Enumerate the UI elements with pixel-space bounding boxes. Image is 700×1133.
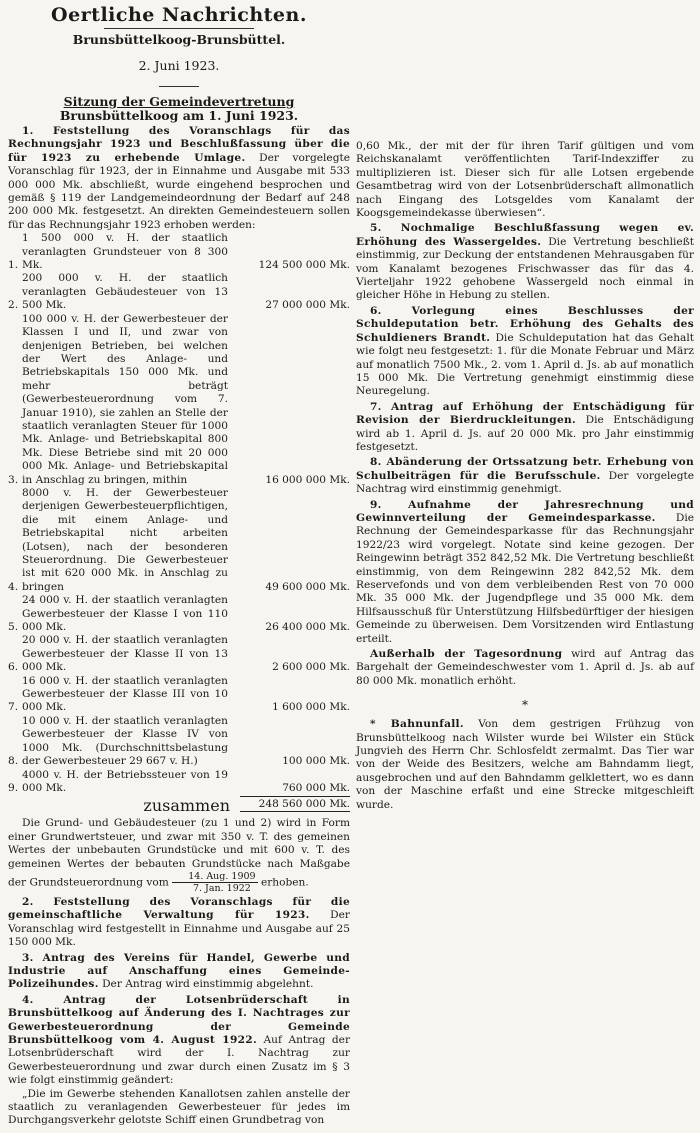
- item-4-heading: 4. Antrag der Lotsenbrüderschaft in Brunsbüttelkoog auf Änderung des I. Nachtrages zur Gewerbesteuerordnung der Gemeinde Brunsbüttelkoog vom 4. August 1922.: [8, 993, 350, 1046]
- tax-row-amount: 16 000 000 Mk.: [265, 473, 350, 486]
- section-title: Oertliche Nachrichten.: [51, 4, 307, 26]
- outside-agenda-text: wird auf Antrag das Bargehalt der Gemeindeschwester vom 1. April d. Js. ab auf 80 000 Mk. monatlich erhöht.: [356, 648, 695, 687]
- item-3-text: Der Antrag wird einstimmig abgelehnt.: [102, 978, 314, 991]
- tax-row-text: 8000 v. H. der Gewerbesteuer derjenigen Gewerbesteuerpflichtigen, die mit einem Anlage- und Betriebskapital nicht arbeiten (Lotsen), nach der besonderen Steuerordnung. Die Gewerbesteuer ist mit 620 000 Mk. in Anschlag zu bringen: [22, 486, 228, 593]
- article-heading-line2: Brunsbüttelkoog am 1. Juni 1923.: [59, 108, 299, 123]
- tax-row: [8, 313, 350, 487]
- grundsteuer-end: erhoben.: [260, 876, 309, 889]
- item-9-paragraph: [356, 499, 694, 646]
- tax-row-number: 5.: [8, 621, 19, 634]
- tax-row-text: 20 000 v. H. der staatlich veranlagten Gewerbesteuer der Klasse II von 13 000 Mk.: [22, 634, 228, 674]
- item-5-paragraph: [356, 222, 694, 302]
- item-1-heading: 1. Feststellung des Voranschlags für das Rechnungsjahr 1923 und Beschlußfassung über die für 1923 zu erhebende Umlage.: [8, 125, 350, 164]
- tax-row: [8, 232, 350, 272]
- item-7-text: Die Entschädigung wird ab 1. April d. Js. auf 20 000 Mk. pro Jahr einstimmig festgesetzt.: [356, 414, 694, 453]
- tax-row-text: 24 000 v. H. der staatlich veranlagten Gewerbesteuer der Klasse I von 110 000 Mk.: [22, 594, 228, 634]
- tax-row-number: 9.: [8, 781, 19, 794]
- item-4-continuation: 0,60 Mk., der mit der für ihren Tarif gültigen und vom Reichskanalamt veröffentlichten Tarif-Indexziffer zu multiplizieren ist. Dieser sich für alle Lotsen ergebende Gesamtbetrag wird von der Lotsenbrüderschaft allmonatlich nach Eingang des Lotsgeldes vom Kanalamt der Koogsgemeindekasse überwiesen“.: [356, 140, 694, 220]
- tax-row-number: 1.: [8, 259, 19, 272]
- tax-row: [8, 715, 350, 769]
- tax-row-text: 16 000 v. H. der staatlich veranlagten Gewerbesteuer der Klasse III von 10 000 Mk.: [22, 674, 228, 714]
- tax-table: [8, 232, 350, 795]
- tax-row: [8, 675, 350, 715]
- tax-row: [8, 594, 350, 634]
- item-3-heading: 3. Antrag des Vereins für Handel, Gewerbe und Industrie auf Anschaffung eines Gemeinde-Polizeihundes.: [8, 951, 350, 991]
- item-5-heading: 5. Nochmalige Beschlußfassung wegen ev. Erhöhung des Wassergeldes.: [356, 222, 694, 248]
- outside-agenda-paragraph: [356, 648, 694, 688]
- tax-row-amount: 27 000 000 Mk.: [265, 299, 350, 312]
- tax-row-amount: 49 600 000 Mk.: [265, 580, 350, 593]
- tax-row: [8, 272, 350, 312]
- title-rule: [104, 28, 254, 29]
- item-6-paragraph: [356, 305, 694, 399]
- right-column: [356, 140, 694, 812]
- tax-total: [8, 796, 350, 815]
- grundsteuer-paragraph: [8, 817, 350, 894]
- item-8-paragraph: [356, 456, 694, 496]
- left-column: [8, 0, 350, 1128]
- tax-row-text: 4000 v. H. der Betriebssteuer von 19 000 Mk.: [22, 768, 228, 794]
- tax-row-text: 10 000 v. H. der staatlich veranlagten Gewerbesteuer der Klasse IV von 1000 Mk. (Durchschnittsbelastung der Gewerbesteuer 29 667 v. H.): [22, 714, 228, 768]
- item-6-heading: 6. Vorlegung eines Beschlusses der Schuldeputation betr. Erhöhung des Gehalts des Schuldieners Brandt.: [356, 304, 694, 344]
- tax-row: [8, 769, 350, 796]
- item-9-text: Die Rechnung der Gemeindesparkasse für das Rechnungsjahr 1922/23 wird vorgelegt. Notate sind keine gezogen. Der Reingewinn beträgt 352 842,52 Mk. Die Vertretung beschließt einstimmig, von dem Reingewinn 282 842,52 Mk. dem Reservefonds und von dem verbleibenden Rest von 70 000 Mk. 35 000 Mk. der Jugendpflege und 35 000 Mk. dem Hilfsausschuß für Unterstützung Hilfsbedürftiger der hiesigen Gemeinde zu überweisen. Dem Vorsitzenden wird Entlastung erteilt.: [356, 511, 694, 645]
- tax-row: [8, 634, 350, 674]
- railway-accident-text: Von dem gestrigen Frühzug von Brunsbüttelkoog nach Wilster wurde bei Wilster ein Stück Jungvieh des Herrn Chr. Schlosfeldt zermalmt. Das Tier war von der Weide des Besitzers, welche am Bahndamm liegt, ausgebrochen und auf den Bahndamm gelklettert, wo es dann von der Maschine erfaßt und eine Strecke mitgeschleift wurde.: [356, 718, 694, 811]
- item-4-text: Auf Antrag der Lotsenbrüderschaft wird der I. Nachtrag zur Gewerbesteuerordnung und zwar durch einen Zusatz im § 3 wie folgt einstimmig geändert:: [8, 1034, 351, 1087]
- section-separator-star: *: [522, 698, 528, 713]
- tax-row-amount: 2 600 000 Mk.: [272, 661, 350, 674]
- item-7-paragraph: [356, 401, 694, 455]
- item-8-heading: 8. Abänderung der Ortssatzung betr. Erhebung von Schulbeiträgen für die Berufsschule.: [356, 456, 694, 482]
- item-2-heading: 2. Feststellung des Voranschlags für die gemeinschaftliche Verwaltung für 1923.: [8, 895, 350, 922]
- railway-accident-paragraph: [356, 718, 694, 812]
- tax-row-text: 100 000 v. H. der Gewerbesteuer der Klassen I und II, und zwar von denjenigen Betrieben, bei welchen der Wert des Anlage- und Betriebskapitals 150 000 Mk. und mehr beträgt (Gewerbesteuerordnung vom 7. Januar 1910), sie zahlen an Stelle der staatlich veranlagten Steuer für 1000 Mk. Anlage- und Betriebskapital 800 Mk. Diese Betriebe sind mit 20 000 000 Mk. Anlage- und Betriebskapital in Anschlag zu bringen, mithin: [22, 312, 228, 486]
- tax-row-amount: 1 600 000 Mk.: [272, 701, 350, 714]
- date-rule: [159, 86, 199, 87]
- tax-total-label: zusammen: [143, 796, 230, 816]
- item-3-paragraph: [8, 952, 350, 992]
- tax-row-number: 4.: [8, 580, 19, 593]
- tax-row: [8, 487, 350, 594]
- tax-row-amount: 100 000 Mk.: [282, 755, 350, 768]
- item-5-text: Die Vertretung beschließt einstimmig, zur Deckung der entstandenen Mehrausgaben für vom Kanalamt bezogenes Frischwasser das für das 4. Vierteljahr 1922 gehobene Wassergeld noch einmal in gleicher Höhe in Hebung zu stellen.: [356, 235, 694, 302]
- tax-row-text: 1 500 000 v. H. der staatlich veranlagten Grundsteuer von 8 300 Mk.: [22, 232, 228, 272]
- item-4-paragraph: [8, 994, 350, 1088]
- railway-accident-heading: * Bahnunfall.: [370, 718, 464, 731]
- tax-row-number: 3.: [8, 473, 19, 486]
- item-9-heading: 9. Aufnahme der Jahresrechnung und Gewinnverteilung der Gemeindesparkasse.: [356, 498, 694, 524]
- section-subtitle: Brunsbüttelkoog-Brunsbüttel.: [72, 32, 286, 47]
- item-6-text: Die Schuldeputation hat das Gehalt wie folgt neu festgesetzt: 1. für die Monate Februar und März auf monatlich 7500 Mk., 2. vom 1. April d. Js. ab auf monatlich 15 000 Mk. Die Vertretung genehmigt einstimmig diese Neuregelung.: [356, 331, 694, 398]
- masthead: [8, 4, 350, 87]
- tax-row-amount: 124 500 000 Mk.: [258, 259, 350, 272]
- article-heading: [8, 95, 350, 123]
- item-8-text: Der vorgelegte Nachtrag wird einstimmig genehmigt.: [356, 469, 694, 496]
- tax-row-number: 8.: [8, 755, 19, 768]
- fraction-denominator: 7. Jan. 1922: [192, 882, 251, 894]
- article-heading-line1: Sitzung der Gemeindevertretung: [63, 94, 295, 109]
- ordinance-date-fraction: [172, 871, 257, 894]
- outside-agenda-heading: Außerhalb der Tagesordnung: [370, 648, 563, 661]
- item-2-text: Der Voranschlag wird festgestellt in Einnahme und Ausgabe auf 25 150 000 Mk.: [8, 909, 350, 949]
- grundsteuer-text: Die Grund- und Gebäudesteuer (zu 1 und 2) wird in Form einer Grundwertsteuer, und zwar mit 350 v. T. des gemeinen Wertes der unbebauten Grundstücke und mit 600 v. T. des gemeinen Wertes der bebauten Grundstücke nach Maßgabe der Grundsteuerordnung vom: [8, 817, 350, 889]
- tax-row-amount: 760 000 Mk.: [282, 781, 350, 794]
- item-7-heading: 7. Antrag auf Erhöhung der Entschädigung für Revision der Bierdruckleitungen.: [356, 400, 694, 427]
- issue-date: 2. Juni 1923.: [138, 58, 220, 73]
- fraction-numerator: 14. Aug. 1909: [172, 871, 257, 883]
- item-2-paragraph: [8, 896, 350, 950]
- item-1-paragraph: [8, 125, 350, 232]
- tax-total-amount: 248 560 000 Mk.: [240, 796, 350, 812]
- tax-row-text: 200 000 v. H. der staatlich veranlagten Gebäudesteuer von 13 500 Mk.: [22, 272, 228, 312]
- tax-row-number: 7.: [8, 701, 19, 714]
- item-1-text: Der vorgelegte Voranschlag für 1923, der in Einnahme und Ausgabe mit 533 000 000 Mk. abschließt, wurde eingehend besprochen und gemäß § 119 der Landgemeindeordnung der Bedarf auf 248 200 000 Mk. festgesetzt. An direkten Gemeindesteuern sollen für das Rechnungsjahr 1923 erhoben werden:: [8, 151, 351, 231]
- tax-row-amount: 26 400 000 Mk.: [265, 621, 350, 634]
- tax-row-number: 6.: [8, 661, 19, 674]
- item-4-quote: „Die im Gewerbe stehenden Kanallotsen zahlen anstelle der staatlich zu veranlagenden Gewerbesteuer für jedes im Durchgangsverkehr gelotste Schiff einen Grundbetrag von: [8, 1087, 350, 1127]
- tax-row-number: 2.: [8, 299, 19, 312]
